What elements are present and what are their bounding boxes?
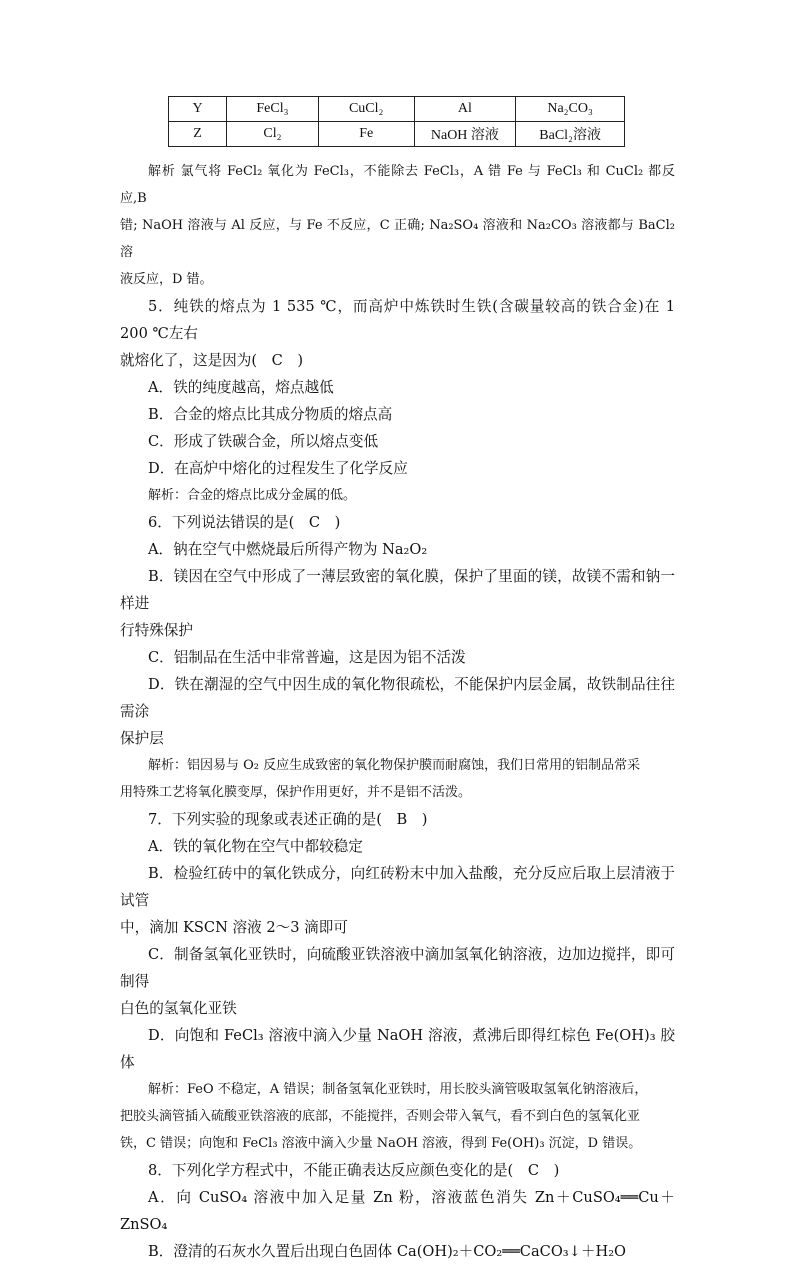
text-line: B．澄清的石灰水久置后出现白色固体 Ca(OH)₂＋CO₂══CaCO₃↓＋H₂O [148,1243,627,1260]
table-cell: NaOH 溶液 [414,122,516,147]
text-line: 白色的氢氧化亚铁 [120,1000,237,1017]
table-cell: Z [169,122,227,147]
text-line: C．形成了铁碳合金，所以熔点变低 [148,433,379,450]
table-cell: Na₂CO₃ [516,97,625,122]
options-table-body [169,97,625,147]
text-line: 铁，C 错误；向饱和 FeCl₃ 溶液中滴入少量 NaOH 溶液，得到 Fe(OH)₃ 沉淀，D 错误。 [120,1136,642,1151]
text-line: 解析：FeO 不稳定，A 错误；制备氢氧化亚铁时，用长胶头滴管吸取氢氧化钠溶液后， [148,1082,648,1097]
table-row [169,122,625,147]
question-content [120,158,675,1265]
text-line: B．镁因在空气中形成了一薄层致密的氧化膜，保护了里面的镁，故镁不需和钠一样进 [120,568,675,612]
text-line: 解析：合金的熔点比成分金属的低。 [148,488,357,503]
text-line: D．在高炉中熔化的过程发生了化学反应 [148,460,408,477]
text-line: 液反应，D 错。 [120,272,213,287]
table-cell: Cl₂ [227,122,319,147]
text-line: C．制备氢氧化亚铁时，向硫酸亚铁溶液中滴加氢氧化钠溶液，边加边搅拌，即可制得 [120,946,675,990]
text-line: 行特殊保护 [120,622,193,639]
text-line: 错; NaOH 溶液与 Al 反应，与 Fe 不反应，C 正确; Na₂SO₄ 溶液和 Na₂CO₃ 溶液都与 BaCl₂ 溶 [120,218,675,260]
text-line: 保护层 [120,730,164,747]
text-line: 中，滴加 KSCN 溶液 2～3 滴即可 [120,919,348,936]
table-row [169,97,625,122]
text-line: 7．下列实验的现象或表述正确的是( B ) [148,811,428,828]
text-line: C．铝制品在生活中非常普遍，这是因为铝不活泼 [148,649,466,666]
text-line: 6．下列说法错误的是( C ) [148,514,341,531]
text-line: 8．下列化学方程式中，不能正确表达反应颜色变化的是( C ) [148,1162,560,1179]
table-cell: Y [169,97,227,122]
table-cell: Fe [318,122,414,147]
table-cell: BaCl₂溶液 [516,122,625,147]
table-cell: Al [414,97,516,122]
text-line: B．合金的熔点比其成分物质的熔点高 [148,406,393,423]
text-line: 解析：铝因易与 O₂ 反应生成致密的氧化物保护膜而耐腐蚀，我们日常用的铝制品常采 [148,758,641,773]
text-line: A．铁的氧化物在空气中都较稳定 [148,838,363,855]
text-line: 就熔化了，这是因为( C ) [120,352,304,369]
text-line: A．向 CuSO₄ 溶液中加入足量 Zn 粉，溶液蓝色消失 Zn＋CuSO₄══Cu＋ZnSO₄ [120,1189,675,1233]
text-line: 解析 氯气将 FeCl₂ 氧化为 FeCl₃，不能除去 FeCl₃，A 错 Fe 与 FeCl₃ 和 CuCl₂ 都反应,B [120,164,675,206]
text-line: B．检验红砖中的氧化铁成分，向红砖粉末中加入盐酸，充分反应后取上层清液于试管 [120,865,675,909]
table-cell: FeCl₃ [227,97,319,122]
text-line: A．铁的纯度越高，熔点越低 [148,379,334,396]
text-line: 用特殊工艺将氧化膜变厚，保护作用更好，并不是铝不活泼。 [120,785,472,800]
text-line: D．铁在潮湿的空气中因生成的氧化物很疏松，不能保护内层金属，故铁制品往往需涂 [120,676,675,720]
text-line: 5．纯铁的熔点为 1 535 ℃，而高炉中炼铁时生铁(含碳量较高的铁合金)在 1 200 ℃左右 [120,298,675,342]
text-line: A．钠在空气中燃烧最后所得产物为 Na₂O₂ [148,541,428,558]
table-cell: CuCl₂ [318,97,414,122]
options-table [168,96,625,147]
text-line: D．向饱和 FeCl₃ 溶液中滴入少量 NaOH 溶液，煮沸后即得红棕色 Fe(OH)₃ 胶体 [120,1027,675,1071]
text-line: 把胶头滴管插入硫酸亚铁溶液的底部，不能搅拌，否则会带入氧气，看不到白色的氢氧化亚 [120,1109,641,1124]
